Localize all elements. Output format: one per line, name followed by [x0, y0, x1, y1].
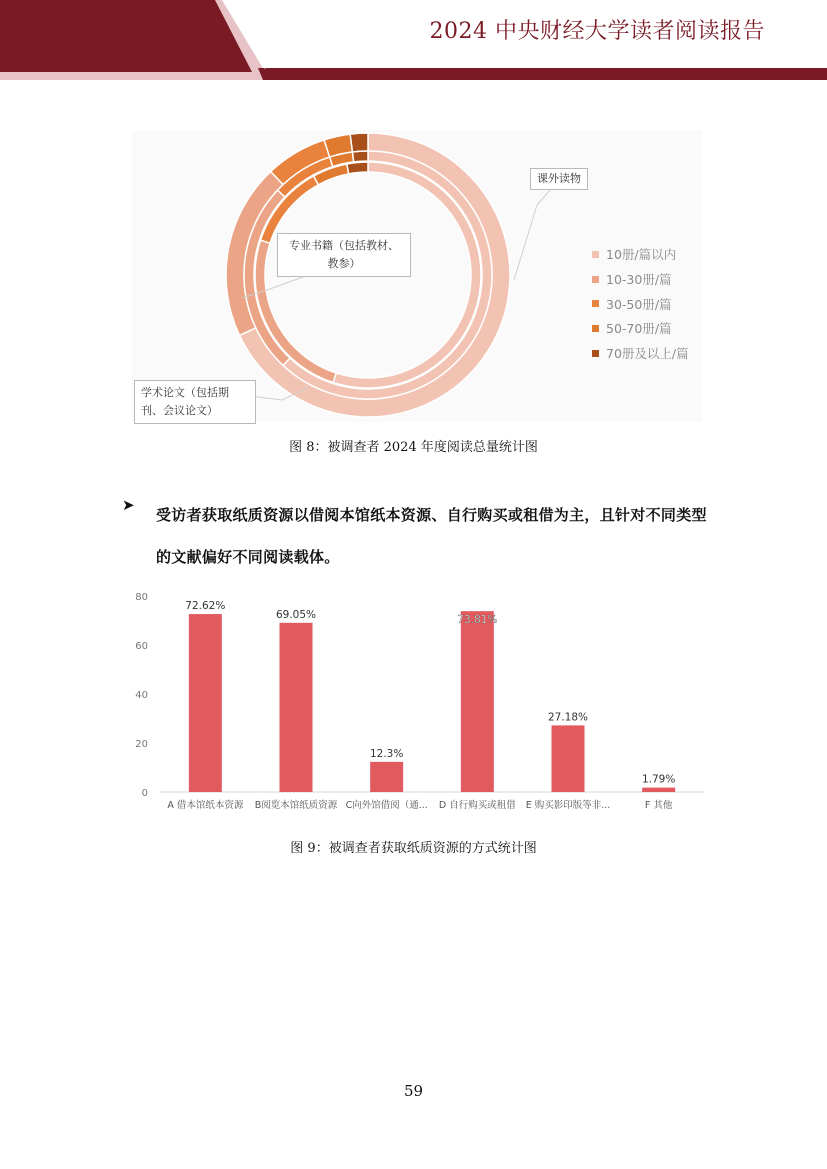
y-tick-label: 20	[135, 739, 148, 750]
x-category-label: E 购买影印版等非...	[525, 800, 611, 811]
donut-legend	[592, 242, 689, 365]
callout-extracurricular	[530, 168, 588, 190]
legend-label: 70册及以上/篇	[606, 346, 689, 362]
bar	[461, 611, 494, 792]
y-tick-label: 60	[135, 641, 148, 652]
bar-data-label: 1.79%	[641, 773, 676, 786]
legend-swatch	[592, 276, 599, 283]
bar-chart	[128, 586, 708, 818]
legend-item	[592, 341, 689, 366]
legend-label: 50-70册/篇	[606, 321, 672, 337]
page-header	[0, 0, 827, 80]
legend-swatch	[592, 251, 599, 258]
legend-swatch	[592, 325, 599, 332]
legend-swatch	[592, 350, 599, 357]
bullet-paragraph: 受访者获取纸质资源以借阅本馆纸本资源、自行购买或租借为主，且针对不同类型的文献偏好不同阅读载体。	[156, 506, 707, 566]
bar	[552, 725, 585, 792]
donut-segment	[352, 151, 368, 162]
bullet-arrow-icon: ➤	[122, 496, 135, 514]
callout-papers-label: 学术论文（包括期刊、会议论文）	[141, 386, 229, 417]
x-category-label: D 自行购买或租借	[438, 800, 516, 811]
y-tick-label: 80	[135, 592, 148, 603]
legend-item	[592, 316, 689, 341]
report-title: 2024 中央财经大学读者阅读报告	[429, 19, 765, 44]
legend-label: 10册/篇以内	[606, 247, 677, 263]
callout-extracurricular-label: 课外读物	[537, 172, 581, 185]
legend-item	[592, 291, 689, 316]
page-number: 59	[403, 1082, 424, 1100]
callout-textbooks-label: 专业书籍（包括教材、教参）	[289, 239, 399, 270]
donut-segment	[347, 162, 368, 174]
figure9-caption: 图 9：被调查者获取纸质资源的方式统计图	[290, 841, 537, 856]
x-category-label: F 其他	[644, 800, 673, 811]
x-category-label: A 借本馆纸本资源	[167, 800, 244, 811]
leader-line-extracurricular	[514, 190, 550, 280]
bar-data-label: 73.81%	[457, 614, 498, 627]
callout-textbooks	[277, 233, 411, 277]
y-tick-label: 0	[141, 788, 148, 799]
bar-data-label: 72.62%	[185, 600, 226, 613]
legend-item	[592, 242, 689, 267]
legend-label: 10-30册/篇	[606, 272, 672, 288]
bar	[280, 623, 313, 792]
x-category-label: B阅览本馆纸质资源	[254, 800, 338, 811]
bar-data-label: 27.18%	[547, 711, 589, 724]
bar	[370, 762, 403, 792]
legend-label: 30-50册/篇	[606, 296, 672, 312]
legend-item	[592, 267, 689, 292]
figure8-caption: 图 8：被调查者 2024 年度阅读总量统计图	[289, 440, 538, 455]
callout-papers	[134, 380, 256, 424]
bar	[642, 788, 675, 792]
donut-chart-figure	[132, 130, 702, 422]
legend-swatch	[592, 300, 599, 307]
header-band-white-gap	[0, 20, 246, 72]
bar	[189, 614, 222, 792]
donut-segment	[350, 133, 368, 152]
y-tick-label: 40	[135, 690, 148, 701]
header-band-underline	[258, 68, 827, 80]
bar-data-label: 12.3%	[369, 747, 404, 760]
x-category-label: C向外馆借阅（通...	[345, 800, 428, 811]
bar-data-label: 69.05%	[275, 608, 317, 621]
